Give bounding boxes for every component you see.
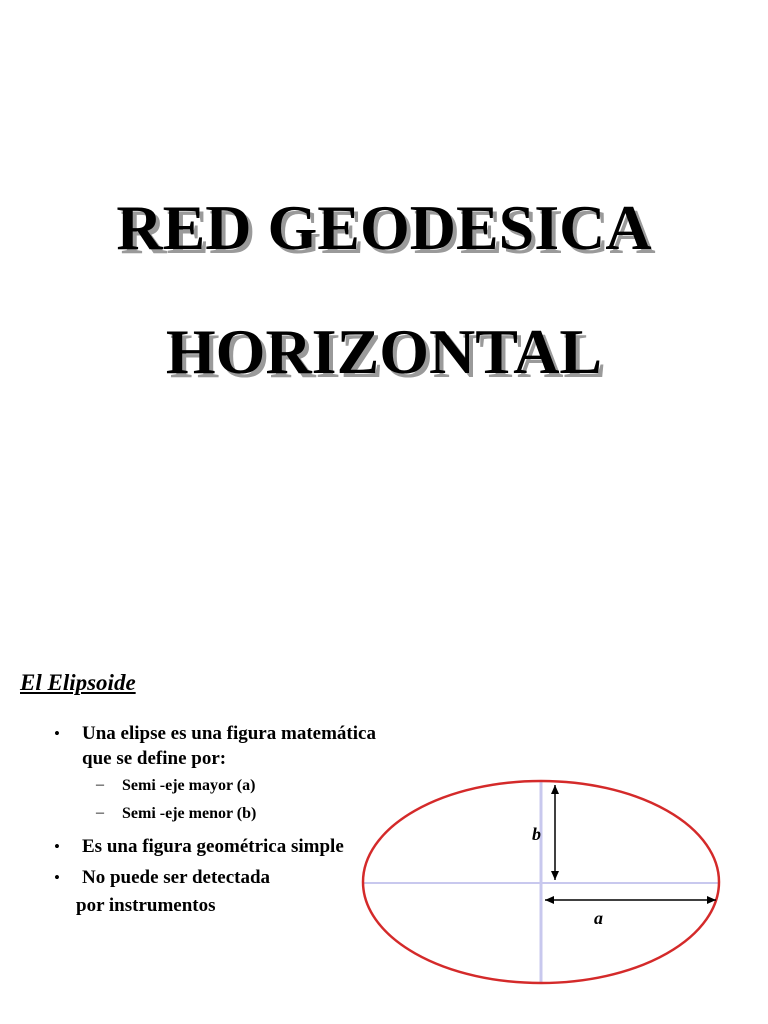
label-b: b	[532, 824, 541, 844]
bullet-dot: •	[54, 868, 60, 887]
sub-bullet-text: Semi -eje mayor (a)	[122, 777, 256, 794]
bullet-dot: •	[54, 724, 60, 743]
section-heading: El Elipsoide	[20, 670, 136, 695]
title-line-2: HORIZONTAL	[165, 316, 603, 387]
sub-bullet-dash: –	[96, 804, 104, 821]
sub-bullet-dash: –	[96, 776, 104, 793]
sub-bullet-text: Semi -eje menor (b)	[122, 805, 257, 822]
bullet-text: Es una figura geométrica simple	[82, 836, 344, 857]
bullet-dot: •	[54, 837, 60, 856]
label-a: a	[594, 908, 603, 928]
bullet-text: No puede ser detectada	[82, 867, 271, 888]
title-line-1: RED GEODESICA	[116, 192, 652, 263]
bullet-text: Una elipse es una figura matemática que se define por:	[82, 723, 376, 769]
bullet-continuation-text: por instrumentos	[76, 895, 216, 916]
